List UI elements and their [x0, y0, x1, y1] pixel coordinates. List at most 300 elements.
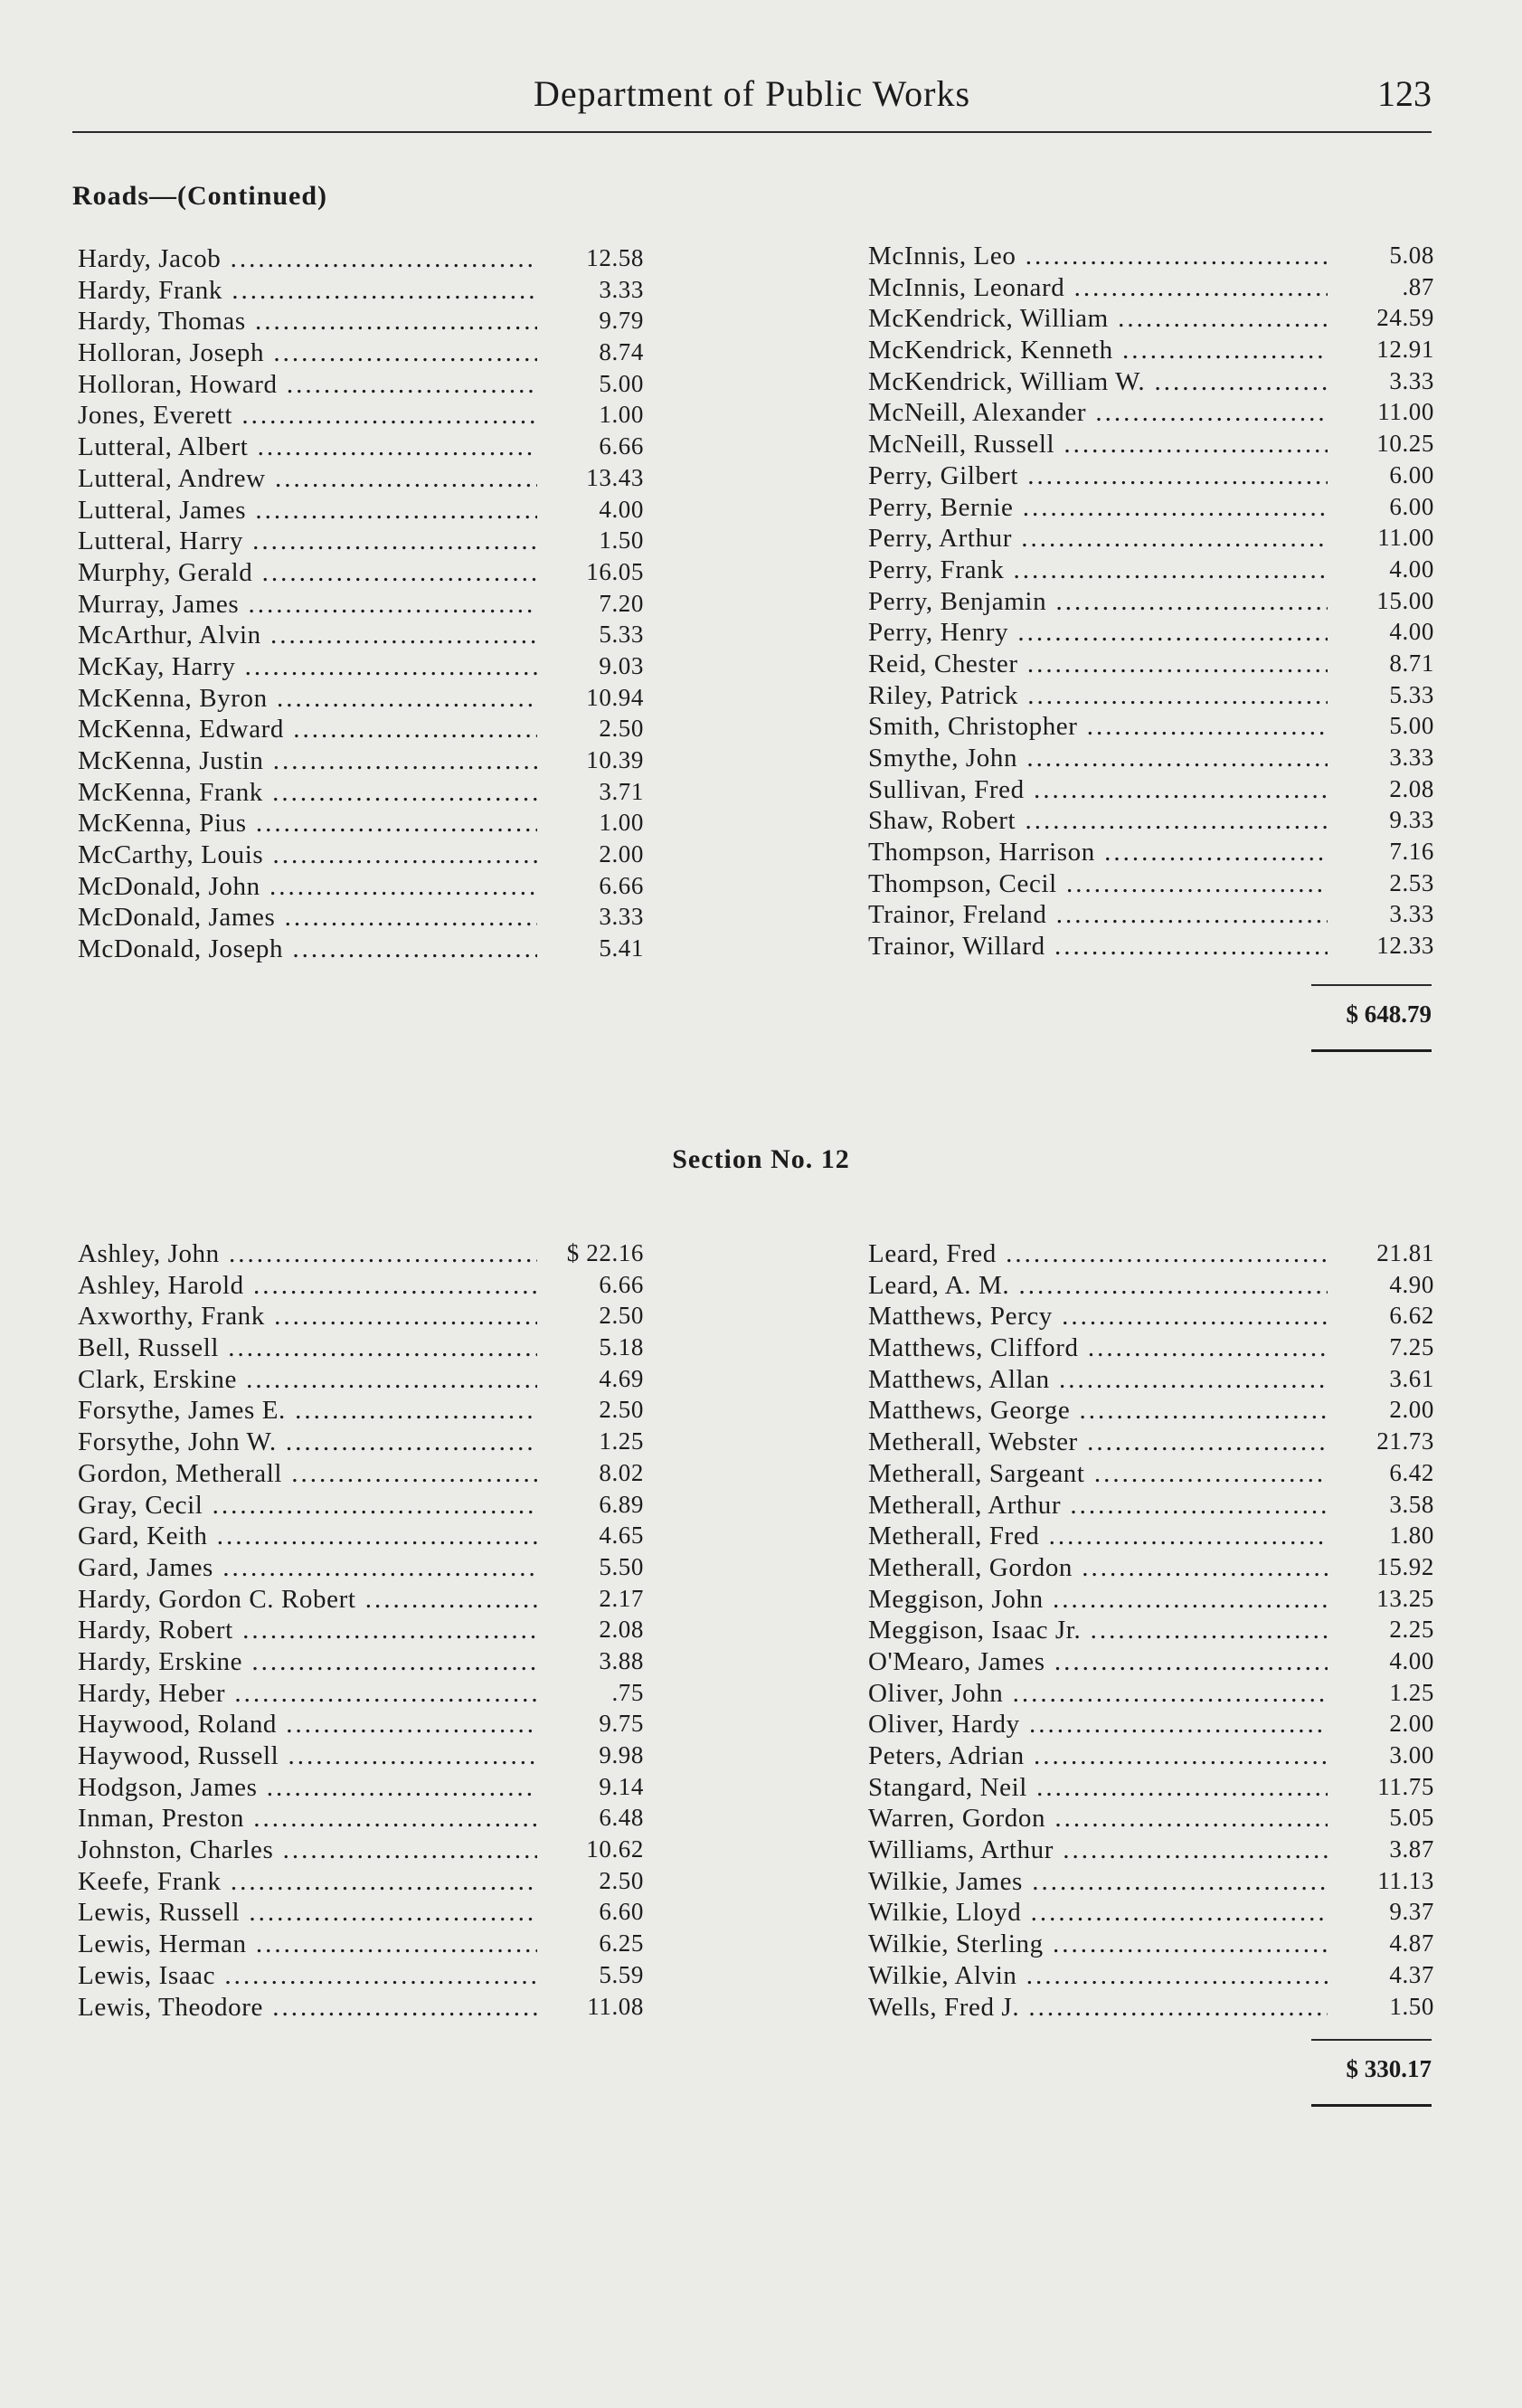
payee-name: Thompson, Cecil .....: [868, 869, 1328, 899]
payee-name: Reid, Chester .....: [868, 649, 1328, 679]
list-item: [78, 778, 644, 810]
payment-amount: 7.16: [1384, 838, 1434, 866]
roads-total-rule: [1311, 984, 1432, 986]
payment-amount: 5.59: [593, 1961, 644, 1989]
payee-name: Perry, Gilbert .....: [868, 461, 1328, 491]
payment-amount: 6.00: [1384, 493, 1434, 521]
list-item: [868, 1773, 1434, 1805]
payment-amount: 5.05: [1384, 1804, 1434, 1832]
payment-amount: 1.50: [1384, 1993, 1434, 2021]
payment-amount: 9.79: [593, 307, 644, 335]
list-item: [868, 1835, 1434, 1867]
payee-name: Ashley, Harold .....: [78, 1271, 537, 1301]
payee-name: Hardy, Jacob .....: [78, 244, 537, 274]
payee-name: Smythe, John .....: [868, 744, 1328, 773]
payment-amount: 10.25: [1371, 430, 1434, 458]
payee-name: McArthur, Alvin .....: [78, 621, 537, 650]
payment-amount: 21.73: [1371, 1427, 1434, 1455]
list-item: [868, 618, 1434, 649]
payment-amount: 6.62: [1384, 1302, 1434, 1330]
payee-name: Lewis, Herman .....: [78, 1929, 537, 1959]
payment-amount: .75: [606, 1679, 644, 1707]
payment-amount: 13.25: [1371, 1585, 1434, 1613]
payee-name: McDonald, James .....: [78, 903, 537, 933]
payment-amount: 12.33: [1371, 932, 1434, 960]
list-item: [868, 1427, 1434, 1459]
list-item: [868, 932, 1434, 963]
payee-name: Inman, Preston .....: [78, 1804, 537, 1834]
list-item: [78, 872, 644, 904]
payee-name: Hardy, Robert .....: [78, 1616, 537, 1645]
payee-name: Metherall, Sargeant .....: [868, 1459, 1328, 1489]
payment-amount: 1.50: [593, 526, 644, 555]
payee-name: Bell, Russell .....: [78, 1333, 537, 1363]
payment-amount: 5.00: [593, 370, 644, 398]
payee-name: Metherall, Gordon .....: [868, 1553, 1328, 1583]
list-item: [868, 336, 1434, 367]
payee-name: Hardy, Erskine .....: [78, 1647, 537, 1677]
payment-amount: 3.58: [1384, 1491, 1434, 1519]
list-item: [78, 621, 644, 652]
payment-amount: 4.69: [593, 1365, 644, 1393]
payment-amount: 12.91: [1371, 336, 1434, 364]
payment-amount: 3.33: [1384, 744, 1434, 772]
payment-amount: 3.88: [593, 1647, 644, 1675]
payee-name: Murray, James .....: [78, 590, 537, 620]
payment-amount: 24.59: [1371, 304, 1434, 332]
list-item: [78, 1427, 644, 1459]
payee-name: Perry, Henry .....: [868, 618, 1328, 648]
list-item: [868, 1522, 1434, 1553]
list-item: [78, 1271, 644, 1303]
list-item: [78, 934, 644, 966]
section-12-total-underline: [1311, 2104, 1432, 2107]
payment-amount: 2.00: [593, 840, 644, 868]
payee-name: Wilkie, Lloyd .....: [868, 1898, 1328, 1928]
payee-name: Keefe, Frank .....: [78, 1867, 537, 1897]
payment-amount: 4.90: [1384, 1271, 1434, 1299]
payee-name: Hardy, Thomas .....: [78, 307, 537, 337]
payee-name: McKenna, Pius .....: [78, 809, 537, 839]
payee-name: Axworthy, Frank .....: [78, 1302, 537, 1332]
payment-amount: 12.58: [581, 244, 644, 272]
list-item: [868, 1365, 1434, 1397]
payee-name: Perry, Arthur .....: [868, 524, 1328, 554]
payee-name: McKendrick, William .....: [868, 304, 1328, 334]
roads-subheading: Roads—(Continued): [72, 181, 328, 211]
list-item: [78, 1647, 644, 1679]
list-item: [868, 1679, 1434, 1711]
payee-name: Hardy, Gordon C. Robert .....: [78, 1585, 537, 1615]
payment-amount: 5.41: [593, 934, 644, 962]
section-12-total-rule: [1311, 2039, 1432, 2041]
payee-name: Matthews, Percy .....: [868, 1302, 1328, 1332]
payment-amount: 6.48: [593, 1804, 644, 1832]
payee-name: Meggison, Isaac Jr. .....: [868, 1616, 1328, 1645]
payment-amount: 4.37: [1384, 1961, 1434, 1989]
payee-name: McCarthy, Louis .....: [78, 840, 537, 870]
list-item: [78, 1459, 644, 1491]
payee-name: Clark, Erskine .....: [78, 1365, 537, 1395]
payee-name: Wilkie, Sterling .....: [868, 1929, 1328, 1959]
payment-amount: 3.33: [593, 276, 644, 304]
payee-name: Gard, Keith .....: [78, 1522, 537, 1551]
payee-name: McKendrick, William W. .....: [868, 367, 1328, 397]
list-item: [78, 496, 644, 527]
list-item: [78, 652, 644, 684]
payee-name: Wells, Fred J. .....: [868, 1993, 1328, 2023]
payee-name: McKenna, Justin .....: [78, 746, 537, 776]
payment-amount: 2.08: [1384, 775, 1434, 803]
payee-name: Gray, Cecil .....: [78, 1491, 537, 1521]
payment-amount: 10.62: [581, 1835, 644, 1863]
list-item: [78, 1804, 644, 1835]
payee-name: Hodgson, James .....: [78, 1773, 537, 1803]
list-item: [868, 775, 1434, 807]
list-item: [868, 1961, 1434, 1993]
list-item: [78, 1961, 644, 1993]
payee-name: Thompson, Harrison .....: [868, 838, 1328, 867]
payee-name: Oliver, John .....: [868, 1679, 1328, 1709]
payment-amount: 2.17: [593, 1585, 644, 1613]
payee-name: Sullivan, Fred .....: [868, 775, 1328, 805]
payee-name: Perry, Benjamin .....: [868, 587, 1328, 617]
list-item: [78, 840, 644, 872]
payee-name: Shaw, Robert .....: [868, 806, 1328, 836]
payee-name: McKenna, Frank .....: [78, 778, 537, 808]
payment-amount: 6.42: [1384, 1459, 1434, 1487]
payment-amount: 6.25: [593, 1929, 644, 1958]
roads-right-column: [868, 242, 1434, 963]
payment-amount: 1.25: [593, 1427, 644, 1455]
payment-amount: 2.53: [1384, 869, 1434, 897]
payment-amount: 3.71: [593, 778, 644, 806]
section-12-title: Section No. 12: [672, 1144, 850, 1174]
payment-amount: 2.08: [593, 1616, 644, 1644]
list-item: [78, 1773, 644, 1805]
payment-amount: 4.65: [593, 1522, 644, 1550]
payee-name: Perry, Frank .....: [868, 555, 1328, 585]
payment-amount: 13.43: [581, 464, 644, 492]
list-item: [868, 1867, 1434, 1899]
payment-amount: 3.87: [1384, 1835, 1434, 1863]
payment-amount: 5.33: [593, 621, 644, 649]
payee-name: Forsythe, James E. .....: [78, 1396, 537, 1426]
payee-name: Lewis, Isaac .....: [78, 1961, 537, 1991]
payment-amount: 3.33: [1384, 367, 1434, 395]
payment-amount: 7.25: [1384, 1333, 1434, 1361]
page-title: Department of Public Works: [533, 73, 971, 114]
payment-amount: 3.33: [593, 903, 644, 931]
list-item: [78, 1239, 644, 1271]
payee-name: Riley, Patrick .....: [868, 681, 1328, 711]
payment-amount: 7.20: [593, 590, 644, 618]
payee-name: Hardy, Frank .....: [78, 276, 537, 306]
list-item: [78, 903, 644, 934]
list-item: [868, 304, 1434, 336]
payee-name: Williams, Arthur .....: [868, 1835, 1328, 1865]
list-item: [868, 398, 1434, 430]
payment-amount: 6.60: [593, 1898, 644, 1926]
payment-amount: 11.13: [1372, 1867, 1434, 1895]
payment-amount: 2.00: [1384, 1396, 1434, 1424]
list-item: [78, 526, 644, 558]
payment-amount: 5.08: [1384, 242, 1434, 270]
payment-amount: 9.98: [593, 1741, 644, 1769]
payee-name: Gard, James .....: [78, 1553, 537, 1583]
list-item: [868, 367, 1434, 399]
list-item: [868, 1491, 1434, 1522]
list-item: [868, 744, 1434, 775]
payment-amount: 4.87: [1384, 1929, 1434, 1958]
payee-name: Trainor, Freland .....: [868, 900, 1328, 930]
payment-amount: 9.03: [593, 652, 644, 680]
list-item: [868, 430, 1434, 461]
list-item: [868, 1302, 1434, 1333]
list-item: [868, 587, 1434, 619]
payment-amount: 9.14: [593, 1773, 644, 1801]
payee-name: Lewis, Russell .....: [78, 1898, 537, 1928]
payment-amount: 2.50: [593, 1396, 644, 1424]
payee-name: McKendrick, Kenneth .....: [868, 336, 1328, 365]
payment-amount: 8.71: [1384, 649, 1434, 678]
payment-amount: 2.50: [593, 1302, 644, 1330]
payee-name: Hardy, Heber .....: [78, 1679, 537, 1709]
payment-amount: $ 22.16: [562, 1239, 644, 1267]
payee-name: McNeill, Russell .....: [868, 430, 1328, 460]
payment-amount: 9.33: [1384, 806, 1434, 834]
payee-name: Warren, Gordon .....: [868, 1804, 1328, 1834]
payee-name: McInnis, Leonard .....: [868, 273, 1328, 303]
payment-amount: .87: [1396, 273, 1434, 301]
list-item: [78, 1867, 644, 1899]
payment-amount: 9.37: [1384, 1898, 1434, 1926]
payee-name: Metherall, Arthur .....: [868, 1491, 1328, 1521]
payment-amount: 6.66: [593, 1271, 644, 1299]
list-item: [78, 1679, 644, 1711]
list-item: [868, 1553, 1434, 1585]
list-item: [868, 869, 1434, 901]
payment-amount: 6.89: [593, 1491, 644, 1519]
list-item: [78, 1993, 644, 2024]
payment-amount: 3.33: [1384, 900, 1434, 928]
list-item: [78, 558, 644, 590]
payee-name: Oliver, Hardy .....: [868, 1710, 1328, 1740]
payee-name: Leard, Fred .....: [868, 1239, 1328, 1269]
payment-amount: 4.00: [1384, 1647, 1434, 1675]
payment-amount: 5.33: [1384, 681, 1434, 709]
payment-amount: 6.66: [593, 872, 644, 900]
payee-name: Lutteral, Albert .....: [78, 432, 537, 462]
payment-amount: 11.00: [1372, 524, 1434, 552]
payee-name: Holloran, Howard .....: [78, 370, 537, 400]
payee-name: Wilkie, Alvin .....: [868, 1961, 1328, 1991]
list-item: [78, 307, 644, 338]
list-item: [868, 1396, 1434, 1427]
roads-total: $ 648.79: [1346, 1000, 1432, 1028]
payee-name: Haywood, Roland .....: [78, 1710, 537, 1740]
payment-amount: 6.66: [593, 432, 644, 460]
payee-name: Meggison, John .....: [868, 1585, 1328, 1615]
payee-name: Murphy, Gerald .....: [78, 558, 537, 588]
list-item: [78, 1365, 644, 1397]
payee-name: McKenna, Edward .....: [78, 715, 537, 744]
list-item: [78, 1741, 644, 1773]
list-item: [868, 681, 1434, 713]
payee-name: McNeill, Alexander .....: [868, 398, 1328, 428]
payment-amount: 4.00: [1384, 618, 1434, 646]
payment-amount: 1.00: [593, 809, 644, 837]
roads-left-column: [78, 244, 644, 966]
list-item: [78, 1553, 644, 1585]
payee-name: Forsythe, John W. .....: [78, 1427, 537, 1457]
list-item: [78, 276, 644, 308]
payment-amount: 8.02: [593, 1459, 644, 1487]
payee-name: Trainor, Willard .....: [868, 932, 1328, 962]
payment-amount: 8.74: [593, 338, 644, 366]
payee-name: Matthews, Clifford .....: [868, 1333, 1328, 1363]
list-item: [868, 1271, 1434, 1303]
payment-amount: 5.18: [593, 1333, 644, 1361]
payment-amount: 9.75: [593, 1710, 644, 1738]
list-item: [78, 338, 644, 370]
payment-amount: 15.00: [1371, 587, 1434, 615]
roads-total-underline: [1311, 1049, 1432, 1052]
list-item: [868, 838, 1434, 869]
list-item: [868, 524, 1434, 555]
payee-name: Smith, Christopher .....: [868, 712, 1328, 742]
section-12-total: $ 330.17: [1346, 2055, 1432, 2082]
payee-name: Leard, A. M. .....: [868, 1271, 1328, 1301]
list-item: [78, 590, 644, 621]
list-item: [868, 1333, 1434, 1365]
page-header: [72, 72, 1432, 127]
payment-amount: 1.80: [1384, 1522, 1434, 1550]
list-item: [868, 1804, 1434, 1835]
payee-name: McInnis, Leo .....: [868, 242, 1328, 271]
list-item: [868, 712, 1434, 744]
payee-name: Jones, Everett .....: [78, 401, 537, 431]
list-item: [78, 1491, 644, 1522]
list-item: [78, 1396, 644, 1427]
payee-name: Stangard, Neil .....: [868, 1773, 1328, 1803]
payee-name: Peters, Adrian .....: [868, 1741, 1328, 1771]
list-item: [868, 461, 1434, 493]
payee-name: Lutteral, James .....: [78, 496, 537, 526]
payee-name: McKay, Harry .....: [78, 652, 537, 682]
payment-amount: 6.00: [1384, 461, 1434, 489]
list-item: [868, 900, 1434, 932]
payee-name: O'Mearo, James .....: [868, 1647, 1328, 1677]
page-number: 123: [1377, 73, 1432, 114]
payee-name: Metherall, Webster .....: [868, 1427, 1328, 1457]
list-item: [78, 1522, 644, 1553]
list-item: [78, 244, 644, 276]
list-item: [78, 809, 644, 840]
payment-amount: 2.50: [593, 715, 644, 743]
list-item: [868, 1459, 1434, 1491]
list-item: [78, 1585, 644, 1616]
list-item: [78, 1616, 644, 1647]
list-item: [868, 1710, 1434, 1741]
list-item: [868, 1647, 1434, 1679]
list-item: [868, 649, 1434, 681]
list-item: [78, 1302, 644, 1333]
payee-name: Johnston, Charles .....: [78, 1835, 537, 1865]
payment-amount: 5.00: [1384, 712, 1434, 740]
list-item: [868, 806, 1434, 838]
payee-name: Perry, Bernie .....: [868, 493, 1328, 523]
list-item: [868, 273, 1434, 305]
list-item: [868, 1741, 1434, 1773]
list-item: [78, 401, 644, 432]
section-12-left-column: [78, 1239, 644, 2024]
payment-amount: 1.00: [593, 401, 644, 429]
payment-amount: 11.00: [1372, 398, 1434, 426]
payee-name: Gordon, Metherall .....: [78, 1459, 537, 1489]
section-12-right-column: [868, 1239, 1434, 2024]
payment-amount: 2.50: [593, 1867, 644, 1895]
payment-amount: 4.00: [1384, 555, 1434, 583]
payee-name: Holloran, Joseph .....: [78, 338, 537, 368]
list-item: [78, 1710, 644, 1741]
payee-name: Wilkie, James .....: [868, 1867, 1328, 1897]
header-rule: [72, 131, 1432, 133]
payee-name: McDonald, Joseph .....: [78, 934, 537, 964]
list-item: [868, 1239, 1434, 1271]
payment-amount: 3.61: [1384, 1365, 1434, 1393]
list-item: [78, 370, 644, 402]
payee-name: Lewis, Theodore .....: [78, 1993, 537, 2023]
payee-name: Ashley, John .....: [78, 1239, 537, 1269]
list-item: [868, 1929, 1434, 1961]
payment-amount: 2.25: [1384, 1616, 1434, 1644]
payment-amount: 5.50: [593, 1553, 644, 1581]
list-item: [868, 1993, 1434, 2024]
list-item: [78, 432, 644, 464]
payee-name: McKenna, Byron .....: [78, 684, 537, 714]
payee-name: Lutteral, Andrew .....: [78, 464, 537, 494]
list-item: [78, 1333, 644, 1365]
payment-amount: 10.39: [581, 746, 644, 774]
payment-amount: 4.00: [593, 496, 644, 524]
payee-name: Matthews, Allan .....: [868, 1365, 1328, 1395]
list-item: [868, 493, 1434, 525]
list-item: [868, 555, 1434, 587]
list-item: [868, 1585, 1434, 1616]
payment-amount: 2.00: [1384, 1710, 1434, 1738]
list-item: [868, 1898, 1434, 1929]
list-item: [868, 1616, 1434, 1647]
list-item: [78, 746, 644, 778]
payment-amount: 15.92: [1371, 1553, 1434, 1581]
payment-amount: 11.08: [581, 1993, 644, 2021]
payment-amount: 21.81: [1371, 1239, 1434, 1267]
payment-amount: 16.05: [581, 558, 644, 586]
list-item: [78, 1835, 644, 1867]
payee-name: Haywood, Russell .....: [78, 1741, 537, 1771]
list-item: [868, 242, 1434, 273]
payment-amount: 3.00: [1384, 1741, 1434, 1769]
payee-name: Lutteral, Harry .....: [78, 526, 537, 556]
list-item: [78, 1898, 644, 1929]
payee-name: McDonald, John .....: [78, 872, 537, 902]
list-item: [78, 684, 644, 716]
payee-name: Matthews, George .....: [868, 1396, 1328, 1426]
list-item: [78, 464, 644, 496]
payment-amount: 10.94: [581, 684, 644, 712]
payment-amount: 11.75: [1372, 1773, 1434, 1801]
